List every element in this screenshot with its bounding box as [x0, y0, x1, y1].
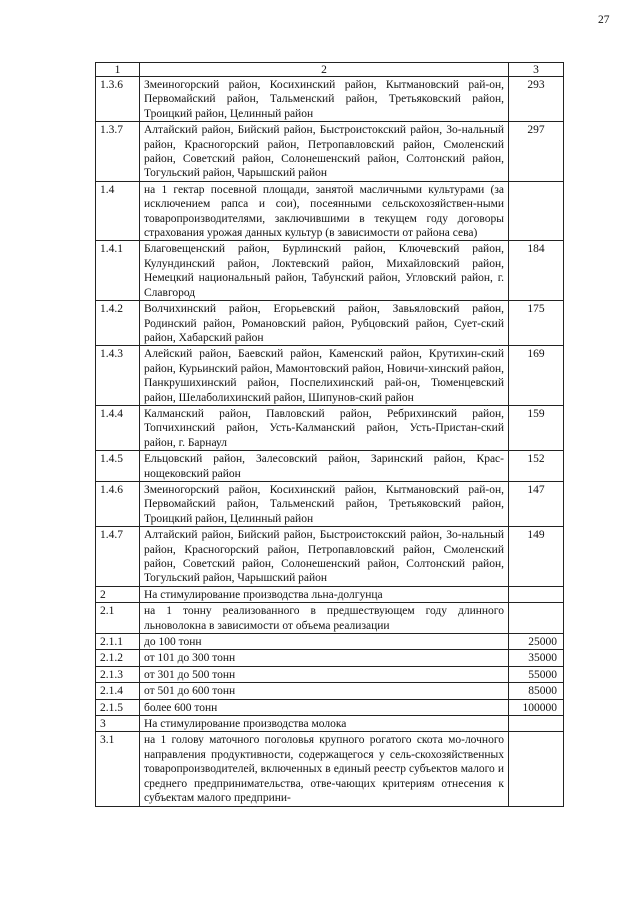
row-description: Волчихинский район, Егорьевский район, Завьяловский район, Родинский район, Романовский район, Рубцовский район, Сует-ский район, Хабарский район — [140, 301, 509, 346]
row-value — [509, 181, 564, 241]
row-code: 2.1.2 — [96, 650, 140, 666]
table-row — [96, 77, 564, 122]
row-code: 2 — [96, 586, 140, 602]
row-value: 147 — [509, 481, 564, 526]
row-value: 175 — [509, 301, 564, 346]
table-row — [96, 666, 564, 682]
row-value: 149 — [509, 527, 564, 587]
row-description: на 1 голову маточного поголовья крупного рогатого скота мо-лочного направления продуктивности, содержащегося у сель-скохозяйственных товаропроизводителей, включенных в единый реестр субъектов малого и среднего предпринимательства, отве-чающих критериям отнесения к субъектам малого предприни- — [140, 732, 509, 806]
row-code: 2.1.5 — [96, 699, 140, 715]
row-description: от 501 до 600 тонн — [140, 683, 509, 699]
row-code: 1.3.6 — [96, 77, 140, 122]
row-value — [509, 716, 564, 732]
table-row — [96, 481, 564, 526]
subsidy-rates-table — [95, 62, 564, 807]
table-row — [96, 603, 564, 634]
row-description: На стимулирование производства льна-долгунца — [140, 586, 509, 602]
table-row — [96, 683, 564, 699]
row-value — [509, 603, 564, 634]
row-value: 293 — [509, 77, 564, 122]
row-value: 169 — [509, 346, 564, 406]
row-code: 2.1.1 — [96, 634, 140, 650]
row-value: 159 — [509, 405, 564, 450]
table-row — [96, 122, 564, 182]
row-value: 152 — [509, 451, 564, 482]
table-row — [96, 451, 564, 482]
row-description: Ельцовский район, Залесовский район, Заринский район, Крас-нощековский район — [140, 451, 509, 482]
table-row — [96, 241, 564, 301]
table-row — [96, 301, 564, 346]
row-code: 3 — [96, 716, 140, 732]
row-description: Змеиногорский район, Косихинский район, Кытмановский рай-он, Первомайский район, Тальменский район, Третьяковский район, Троицкий район, Целинный район — [140, 77, 509, 122]
row-description: Змеиногорский район, Косихинский район, Кытмановский рай-он, Первомайский район, Тальменский район, Третьяковский район, Троицкий район, Целинный район — [140, 481, 509, 526]
table-row — [96, 405, 564, 450]
column-number-3: 3 — [509, 63, 564, 77]
table-row — [96, 732, 564, 806]
row-value: 25000 — [509, 634, 564, 650]
row-code: 1.4.6 — [96, 481, 140, 526]
row-code: 1.4.1 — [96, 241, 140, 301]
row-code: 3.1 — [96, 732, 140, 806]
row-code: 1.3.7 — [96, 122, 140, 182]
row-code: 1.4.2 — [96, 301, 140, 346]
row-value — [509, 586, 564, 602]
row-code: 1.4.7 — [96, 527, 140, 587]
row-code: 1.4.4 — [96, 405, 140, 450]
table-row — [96, 699, 564, 715]
table-row — [96, 346, 564, 406]
table-row — [96, 527, 564, 587]
row-description: На стимулирование производства молока — [140, 716, 509, 732]
row-code: 1.4 — [96, 181, 140, 241]
row-description: от 101 до 300 тонн — [140, 650, 509, 666]
row-description: Алейский район, Баевский район, Каменский район, Крутихин-ский район, Курьинский район, Мамонтовский район, Новичи-хинский район, Панкрушихинский район, Поспелихинский рай-он, Тюменцевский район, Шелаболихинский район, Шипунов-ский район — [140, 346, 509, 406]
row-description: Благовещенский район, Бурлинский район, Ключевский район, Кулундинский район, Локтевский район, Михайловский район, Немецкий национальный район, Табунский район, Угловский район, г. Славгород — [140, 241, 509, 301]
row-description: более 600 тонн — [140, 699, 509, 715]
row-description: на 1 гектар посевной площади, занятой масличными культурами (за исключением рапса и сои), посеянными сельскохозяйствен-ными товаропроизводителями, заключившими в текущем году договоры страхования урожая данных культур (в зависимости от района сева) — [140, 181, 509, 241]
row-description: на 1 тонну реализованного в предшествующем году длинного льноволокна в зависимости от объема реализации — [140, 603, 509, 634]
row-code: 1.4.5 — [96, 451, 140, 482]
table-row — [96, 634, 564, 650]
table-row — [96, 586, 564, 602]
row-value: 184 — [509, 241, 564, 301]
column-number-2: 2 — [140, 63, 509, 77]
row-code: 2.1.3 — [96, 666, 140, 682]
column-number-1: 1 — [96, 63, 140, 77]
row-value: 55000 — [509, 666, 564, 682]
table-row — [96, 650, 564, 666]
row-value — [509, 732, 564, 806]
row-code: 2.1.4 — [96, 683, 140, 699]
table-row — [96, 181, 564, 241]
row-value: 100000 — [509, 699, 564, 715]
row-description: от 301 до 500 тонн — [140, 666, 509, 682]
column-number-row — [96, 63, 564, 77]
row-code: 2.1 — [96, 603, 140, 634]
row-description: Алтайский район, Бийский район, Быстроистокский район, Зо-нальный район, Красногорский район, Петропавловский район, Смоленский район, Советский район, Солонешенский район, Солтонский район, Тогульский район, Чарышский район — [140, 122, 509, 182]
table-row — [96, 716, 564, 732]
row-value: 85000 — [509, 683, 564, 699]
page-number: 27 — [598, 14, 610, 26]
row-value: 35000 — [509, 650, 564, 666]
row-description: до 100 тонн — [140, 634, 509, 650]
row-description: Калманский район, Павловский район, Ребрихинский район, Топчихинский район, Усть-Калманский район, Усть-Пристан-ский район, г. Барнаул — [140, 405, 509, 450]
row-code: 1.4.3 — [96, 346, 140, 406]
row-value: 297 — [509, 122, 564, 182]
row-description: Алтайский район, Бийский район, Быстроистокский район, Зо-нальный район, Красногорский район, Петропавловский район, Смоленский район, Советский район, Солонешенский район, Солтонский район, Тогульский район, Чарышский район — [140, 527, 509, 587]
